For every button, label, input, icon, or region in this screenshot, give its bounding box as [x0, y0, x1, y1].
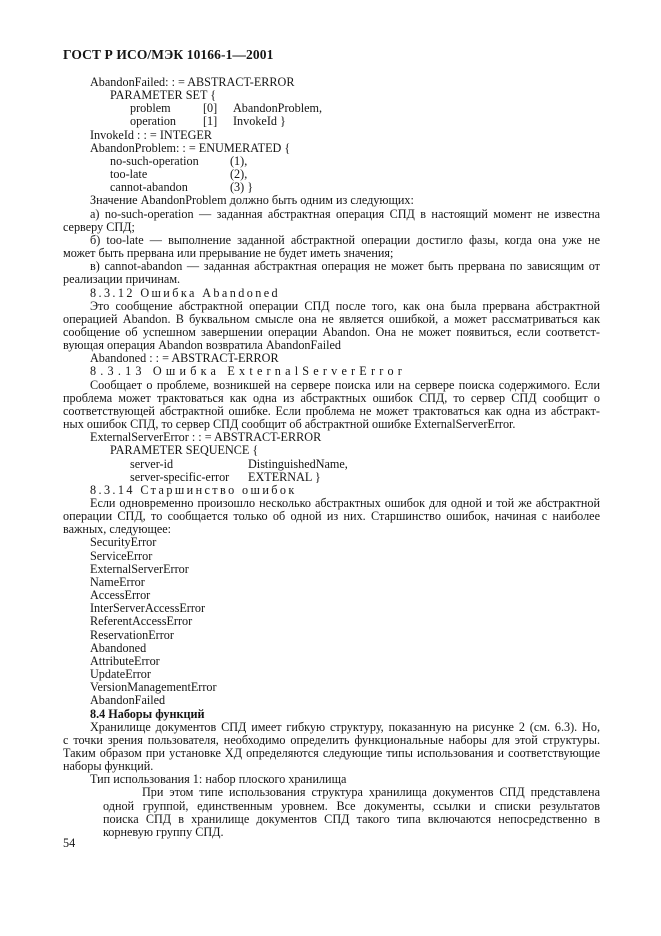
error-list-item: VersionManagementError [90, 680, 217, 695]
error-list-item: AttributeError [90, 653, 160, 668]
asn-field: problem [130, 101, 171, 116]
asn-row [63, 458, 600, 471]
error-list-item: UpdateError [90, 667, 151, 682]
asn-tag: [1] [203, 114, 218, 129]
paragraph-line: а) no-such-operation — заданная абстрактная операция СПД в настоящий момент не известна [90, 206, 600, 221]
asn-decl: AbandonFailed: : = ABSTRACT-ERROR [90, 75, 295, 89]
paragraph-line: Если одновременно произошло несколько абстрактных ошибок для одной и той же абстрактной [90, 496, 600, 510]
paragraph-line: поиска СПД в хранилище документов СПД такого типа включаются непосредственно в [103, 811, 600, 826]
enum-value: (3) } [230, 180, 254, 195]
asn-line: PARAMETER SEQUENCE { [110, 443, 259, 458]
paragraph-line: Значение AbandonProblem должно быть одним из следующих: [90, 193, 414, 208]
paragraph-line: Сообщает о проблеме, возникшей на сервере поиска или на сервере поиска содержимого. Если [90, 377, 600, 392]
paragraph-line: При этом типе использования структура хранилища документов СПД представлена [142, 785, 600, 800]
enum-name: too-late [110, 167, 148, 182]
error-precedence-list [63, 536, 600, 707]
paragraph-line: важных, следующее: [63, 522, 172, 537]
enum-value: (2), [230, 167, 248, 182]
error-list-item: AbandonFailed [90, 693, 166, 708]
page-content [63, 76, 600, 839]
asn-decl: InvokeId : : = INTEGER [90, 127, 212, 142]
asn-field: server-specific-error [130, 469, 230, 484]
paragraph-line: реализации причинам. [63, 272, 181, 287]
asn-type: AbandonProblem, [233, 101, 323, 116]
paragraph-line: может быть прервана или прерывание не будет иметь значения; [63, 246, 394, 261]
paragraph-line: проблема может трактоваться как одна из абстрактных ошибок СПД, то сервер СПД сообщит о [63, 390, 600, 405]
asn-tag: [0] [203, 101, 218, 116]
paragraph-line: в) cannot-abandon — заданная абстрактная операция не может быть прервана по зависящим от [90, 259, 600, 274]
paragraph-line: операцией Abandon. В буквальном смысле она не является ошибкой, а может рассматриваться как [63, 311, 600, 326]
paragraph-line: соответствующей абстрактной ошибке. Если проблема не может трактоваться как одна из абстракт- [63, 403, 600, 418]
section-heading: 8.4 Наборы функций [90, 706, 205, 721]
paragraph-line: Таким образом при установке ХД определяются следующие типы использования и соответствующие [63, 745, 600, 760]
asn-type: EXTERNAL } [248, 469, 321, 484]
asn-type: InvokeId } [233, 114, 286, 129]
paragraph-line: Это сообщение абстрактной операции СПД после того, как она была прервана абстрактной [90, 298, 600, 313]
asn-line: PARAMETER SET { [110, 88, 217, 103]
paragraph-line: серверу СПД; [63, 219, 135, 234]
error-list-item: ServiceError [90, 548, 153, 563]
paragraph-line: наборы функций. [63, 759, 154, 774]
asn-type: DistinguishedName, [248, 456, 348, 471]
paragraph-line: б) too-late — выполнение заданной абстрактной операции достигло фазы, когда она уже не [90, 232, 600, 247]
paragraph-line: Хранилище документов СПД имеет гибкую структуру, показанную на рисунке 2 (см. 6.3). Но, [90, 719, 600, 734]
error-list-item: InterServerAccessError [90, 601, 206, 616]
error-list-item: ExternalServerError [90, 561, 189, 576]
enum-name: no-such-operation [110, 153, 199, 168]
asn-row [63, 115, 600, 128]
paragraph-line: одной группой, единственным уровнем. Все документы, ссылки и списки результатов [103, 798, 600, 813]
error-list-item: ReferentAccessError [90, 614, 193, 629]
running-header: ГОСТ Р ИСО/МЭК 10166-1—2001 [63, 47, 274, 62]
error-list-item: NameError [90, 574, 145, 589]
usage-type-title: Тип использования 1: набор плоского хранилища [90, 772, 347, 787]
paragraph-line: ных ошибок СПД, то сервер СПД сообщит об абстрактной ошибке ExternalServerError. [63, 417, 516, 432]
asn-decl: AbandonProblem: : = ENUMERATED { [90, 140, 291, 155]
paragraph-line: операции СПД, то сообщается только об одной из них. Старшинство ошибок, начиная с наиболее [63, 509, 600, 524]
error-list-item: AccessError [90, 588, 151, 603]
section-heading: 8.3.12 Ошибка Abandoned [90, 285, 281, 300]
section-heading: 8.3.13 Ошибка ExternalServerError [90, 364, 407, 379]
error-list-item: ReservationError [90, 627, 174, 642]
error-list-item: SecurityError [90, 535, 157, 550]
section-heading: 8.3.14 Старшинство ошибок [90, 482, 297, 497]
error-list-item: Abandoned [90, 640, 147, 655]
asn-field: server-id [130, 456, 174, 471]
enum-name: cannot-abandon [110, 180, 188, 195]
page-number: 54 [63, 836, 76, 850]
asn-decl: Abandoned : : = ABSTRACT-ERROR [90, 351, 279, 366]
paragraph-line: корневую группу СПД. [103, 824, 224, 839]
asn-field: operation [130, 114, 177, 129]
paragraph-line: вующая операция Abandon возвратила AbandonFailed [63, 338, 341, 353]
paragraph-line: сообщение об успешном завершении операции Abandon. Она не может появиться, если соответст- [63, 324, 600, 339]
asn-row [63, 471, 600, 484]
paragraph-line: с точки зрения пользователя, необходимо определить функциональные наборы для этой структуры. [63, 732, 600, 747]
asn-decl: ExternalServerError : : = ABSTRACT-ERROR [90, 430, 322, 445]
enum-value: (1), [230, 153, 248, 168]
